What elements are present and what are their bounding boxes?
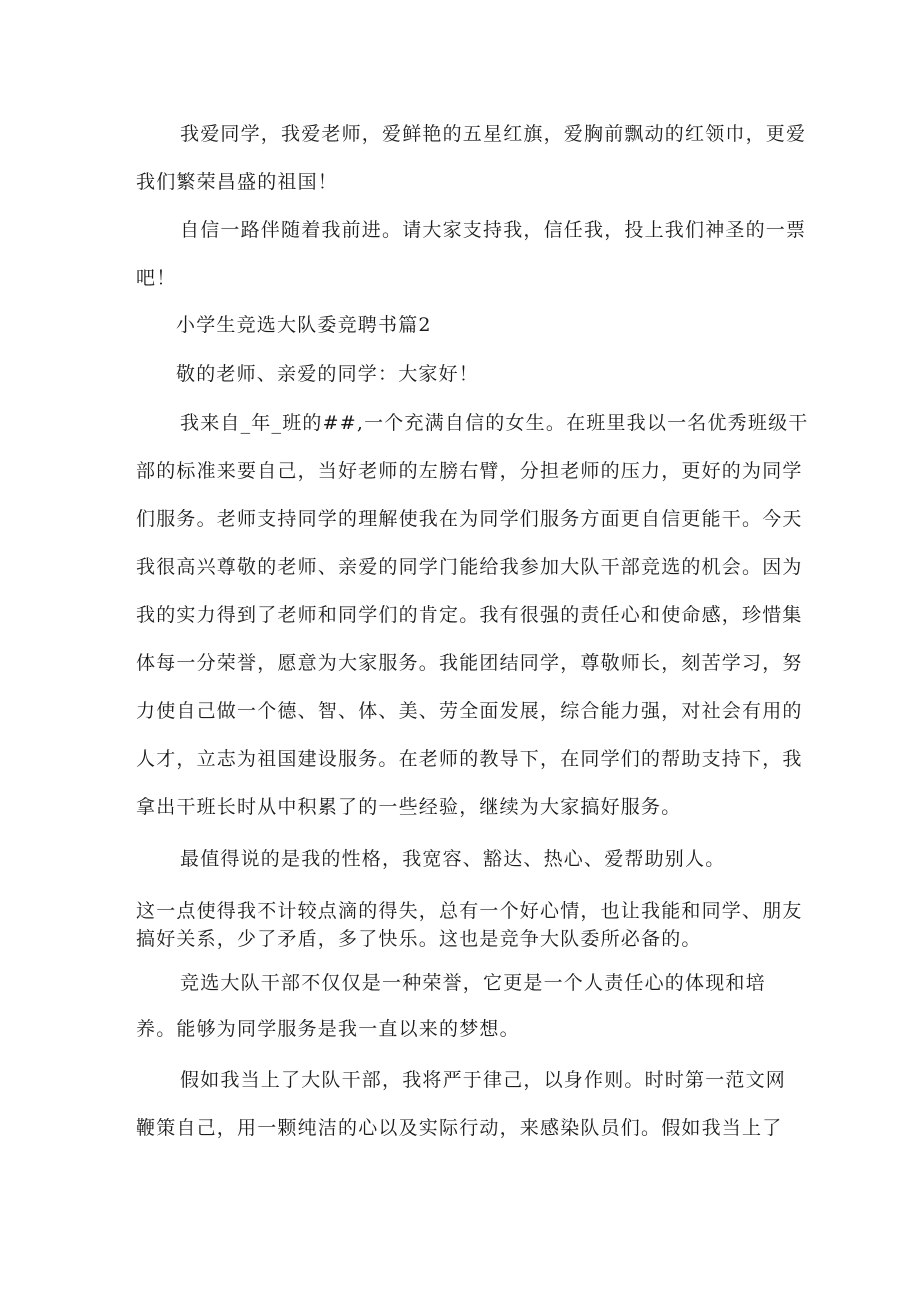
paragraph-line: 自信一路伴随着我前进。请大家支持我，信任我，投上我们神圣的一票	[180, 219, 807, 241]
paragraph-line: 力使自己做一个德、智、体、美、劳全面发展，综合能力强，对社会有用的	[136, 700, 803, 722]
paragraph-line: 搞好关系，少了矛盾，多了快乐。这也是竞争大队委所必备的。	[136, 928, 702, 950]
paragraph-line: 鞭策自己，用一颗纯洁的心以及实际行动，来感染队员们。假如我当上了	[136, 1117, 783, 1139]
paragraph-line: 吧！	[136, 267, 177, 289]
paragraph-line: 部的标准来要自己，当好老师的左膀右臂，分担老师的压力，更好的为同学	[136, 460, 803, 482]
section-heading: 小学生竞选大队委竞聘书篇2	[176, 314, 432, 336]
paragraph-line: 们服务。老师支持同学的理解使我在为同学们服务方面更自信更能干。今天	[136, 508, 803, 530]
paragraph-line: 人才，立志为祖国建设服务。在老师的教导下，在同学们的帮助支持下，我	[136, 748, 803, 770]
paragraph-line: 我的实力得到了老师和同学们的肯定。我有很强的责任心和使命感，珍惜集	[136, 604, 803, 626]
paragraph-line: 拿出干班长时从中积累了的一些经验，继续为大家搞好服务。	[136, 796, 682, 818]
paragraph-line: 竞选大队干部不仅仅是一种荣誉，它更是一个人责任心的体现和培	[180, 972, 766, 994]
paragraph-line: 我很高兴尊敬的老师、亲爱的同学门能给我参加大队干部竞选的机会。因为	[136, 556, 803, 578]
paragraph-line: 这一点使得我不计较点滴的得失，总有一个好心情，也让我能和同学、朋友	[136, 900, 803, 922]
paragraph-line: 我们繁荣昌盛的祖国！	[136, 171, 339, 193]
paragraph-line: 最值得说的是我的性格，我宽容、豁达、热心、爱帮助别人。	[180, 848, 726, 870]
paragraph-line: 我爱同学，我爱老师，爱鲜艳的五星红旗，爱胸前飘动的红领巾，更爱	[180, 123, 807, 145]
paragraph-line: 体每一分荣誉，愿意为大家服务。我能团结同学，尊敬师长，刻苦学习，努	[136, 652, 803, 674]
paragraph-line: 养。能够为同学服务是我一直以来的梦想。	[136, 1018, 520, 1040]
paragraph-line: 假如我当上了大队干部，我将严于律己，以身作则。时时第一范文网	[180, 1069, 787, 1091]
salutation-line: 敬的老师、亲爱的同学：大家好！	[176, 363, 480, 385]
paragraph-line: 我来自_年_班的##,一个充满自信的女生。在班里我以一名优秀班级干	[180, 412, 809, 434]
